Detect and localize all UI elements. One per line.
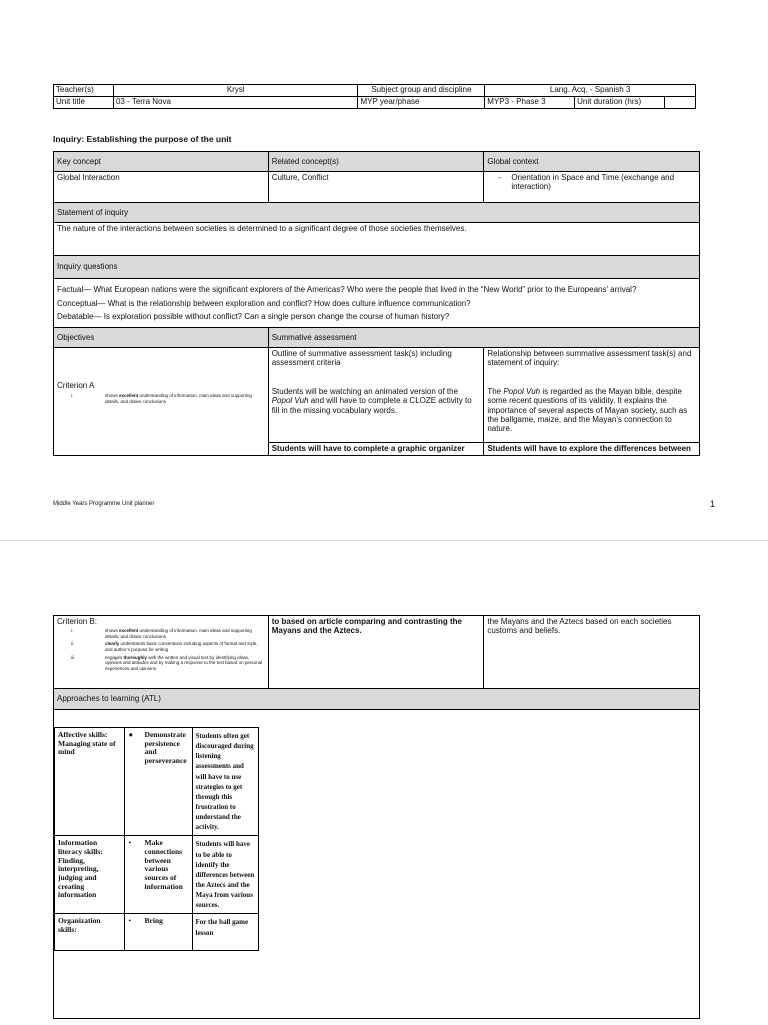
task-2-start: Students will have to complete a graphic organizer — [268, 442, 484, 455]
atl-strategy: Bring — [144, 916, 163, 926]
relationship-2-start: Students will have to explore the differences between — [484, 442, 700, 455]
summative-assessment-label: Summative assessment — [268, 327, 699, 347]
key-concept-label: Key concept — [54, 152, 269, 172]
relationship-1-text: The Popol Vuh is regarded as the Mayan bible, despite some recent questions of its validity. It explains the importance of several aspects of Mayan society, such as the ballgame, maize, and the Mayan’s connection to nature. — [487, 387, 688, 433]
related-concept-value: Culture, Conflict — [268, 172, 484, 203]
unit-title-label: Unit title — [54, 97, 114, 109]
atl-skills-table — [54, 727, 259, 951]
footer-text: Middle Years Programme Unit planner — [53, 501, 155, 507]
page-2 — [0, 540, 768, 1025]
subject-label: Subject group and discipline — [358, 85, 485, 97]
inquiry-questions-label: Inquiry questions — [54, 256, 700, 279]
duration-label: Unit duration (hrs) — [575, 97, 665, 109]
global-context-value — [484, 172, 700, 203]
atl-strategy-cell — [124, 728, 192, 836]
criterion-item-text: shows excellent understanding of information, main ideas and supporting details, and draws conclusions — [105, 392, 252, 404]
page-number: 1 — [710, 499, 716, 509]
unit-title-value: 03 - Terra Nova — [113, 97, 358, 109]
atl-label: Approaches to learning (ATL) — [54, 689, 700, 710]
global-context-text: Orientation in Space and Time (exchange and interaction) — [511, 173, 675, 192]
teacher-label: Teacher(s) — [54, 85, 114, 97]
atl-strategy-cell — [124, 914, 192, 951]
relationship-label: Relationship between summative assessment task(s) and statement of inquiry: — [487, 348, 692, 367]
criterion-b-item: i. shows excellent understanding of information, main ideas and supporting details, and draws conclusions — [71, 628, 252, 639]
criterion-b-item: iii. engages thoroughly with the written and visual text by identifying ideas, opinions and attitudes and by making a response to the text based on personal experiences and opinions. — [71, 654, 263, 671]
inquiry-table — [53, 151, 700, 456]
global-context-dash: - — [497, 173, 501, 182]
related-concept-label: Related concept(s) — [268, 152, 484, 172]
atl-skill: Information literacy skills: Finding, interpreting, judging and creating information — [55, 836, 125, 914]
bullet-icon: • — [128, 838, 132, 848]
myp-label: MYP year/phase — [358, 97, 485, 109]
atl-detail: Students will have to be able to identify the differences between the Aztecs and the Maya from various sources. — [192, 836, 259, 914]
inquiry-title: Inquiry: Establishing the purpose of the unit — [53, 134, 232, 144]
relationship-1-cell — [484, 347, 700, 442]
criterion-b-title: Criterion B: — [57, 617, 98, 626]
outline-label: Outline of summative assessment task(s) including assessment criteria — [271, 348, 452, 367]
unit-header-table — [53, 84, 696, 109]
bullet-icon: ● — [128, 730, 134, 739]
criterion-b-item: ii. clearly understands basic conventions including aspects of format and style, and author’s purpose for writing — [71, 641, 258, 653]
objectives-label: Objectives — [54, 327, 269, 347]
criterion-a-cell — [54, 347, 269, 455]
atl-skill: Organization skills: — [55, 914, 125, 951]
myp-value: MYP3 - Phase 3 — [485, 97, 575, 109]
key-concept-value: Global Interaction — [54, 172, 269, 203]
atl-strategy: Make connections between various sources of information — [144, 838, 183, 891]
statement-of-inquiry-label: Statement of inquiry — [54, 203, 700, 223]
teacher-value: Krysl — [113, 85, 358, 97]
debatable-question: Debatable— Is exploration possible without conflict? Can a single person change the course of human history? — [57, 312, 450, 322]
task-2-continued: to based on article comparing and contrasting the Mayans and the Aztecs. — [268, 616, 484, 689]
subject-value: Lang. Acq. - Spanish 3 — [485, 85, 696, 97]
criterion-a-title: Criterion A — [57, 380, 95, 390]
criterion-item-number: i. — [71, 392, 74, 398]
bullet-icon: • — [128, 916, 132, 926]
inquiry-questions-cell — [54, 279, 700, 328]
atl-row — [55, 836, 259, 914]
global-context-label: Global context — [484, 152, 700, 172]
atl-detail: Students often get discouraged during listening assessments and will have to use strategies to get through this frustration to understand the activity. — [192, 728, 259, 836]
atl-strategy-cell — [124, 836, 192, 914]
conceptual-question: Conceptual— What is the relationship between exploration and conflict? How does culture influence communication? — [57, 298, 471, 308]
task-1-text: Students will be watching an animated version of the Popol Vuh and will have to complete a CLOZE activity to fill in the missing vocabulary words. — [271, 387, 472, 415]
statement-of-inquiry-value: The nature of the interactions between societies is determined to a significant degree of those societies themselves. — [54, 223, 700, 256]
criterion-a-item — [57, 393, 265, 404]
criterion-a-list — [57, 393, 265, 404]
atl-row — [55, 914, 259, 951]
factual-question: Factual— What European nations were the significant explorers of the Americas? Who were the people that lived in the “New World” prior to the Europeans’ arrival? — [57, 285, 637, 294]
duration-value — [665, 97, 696, 109]
atl-skill: Affective skills: Managing state of mind — [55, 728, 125, 836]
atl-strategy: Demonstrate persistence and perseverance — [144, 730, 187, 765]
atl-row — [55, 728, 259, 836]
relationship-2-continued: the Mayans and the Aztecs based on each societies customs and beliefs. — [484, 616, 700, 689]
criterion-b-cell — [54, 616, 269, 689]
task-1-cell — [268, 347, 484, 442]
atl-detail: For the ball game lesson — [192, 914, 259, 951]
